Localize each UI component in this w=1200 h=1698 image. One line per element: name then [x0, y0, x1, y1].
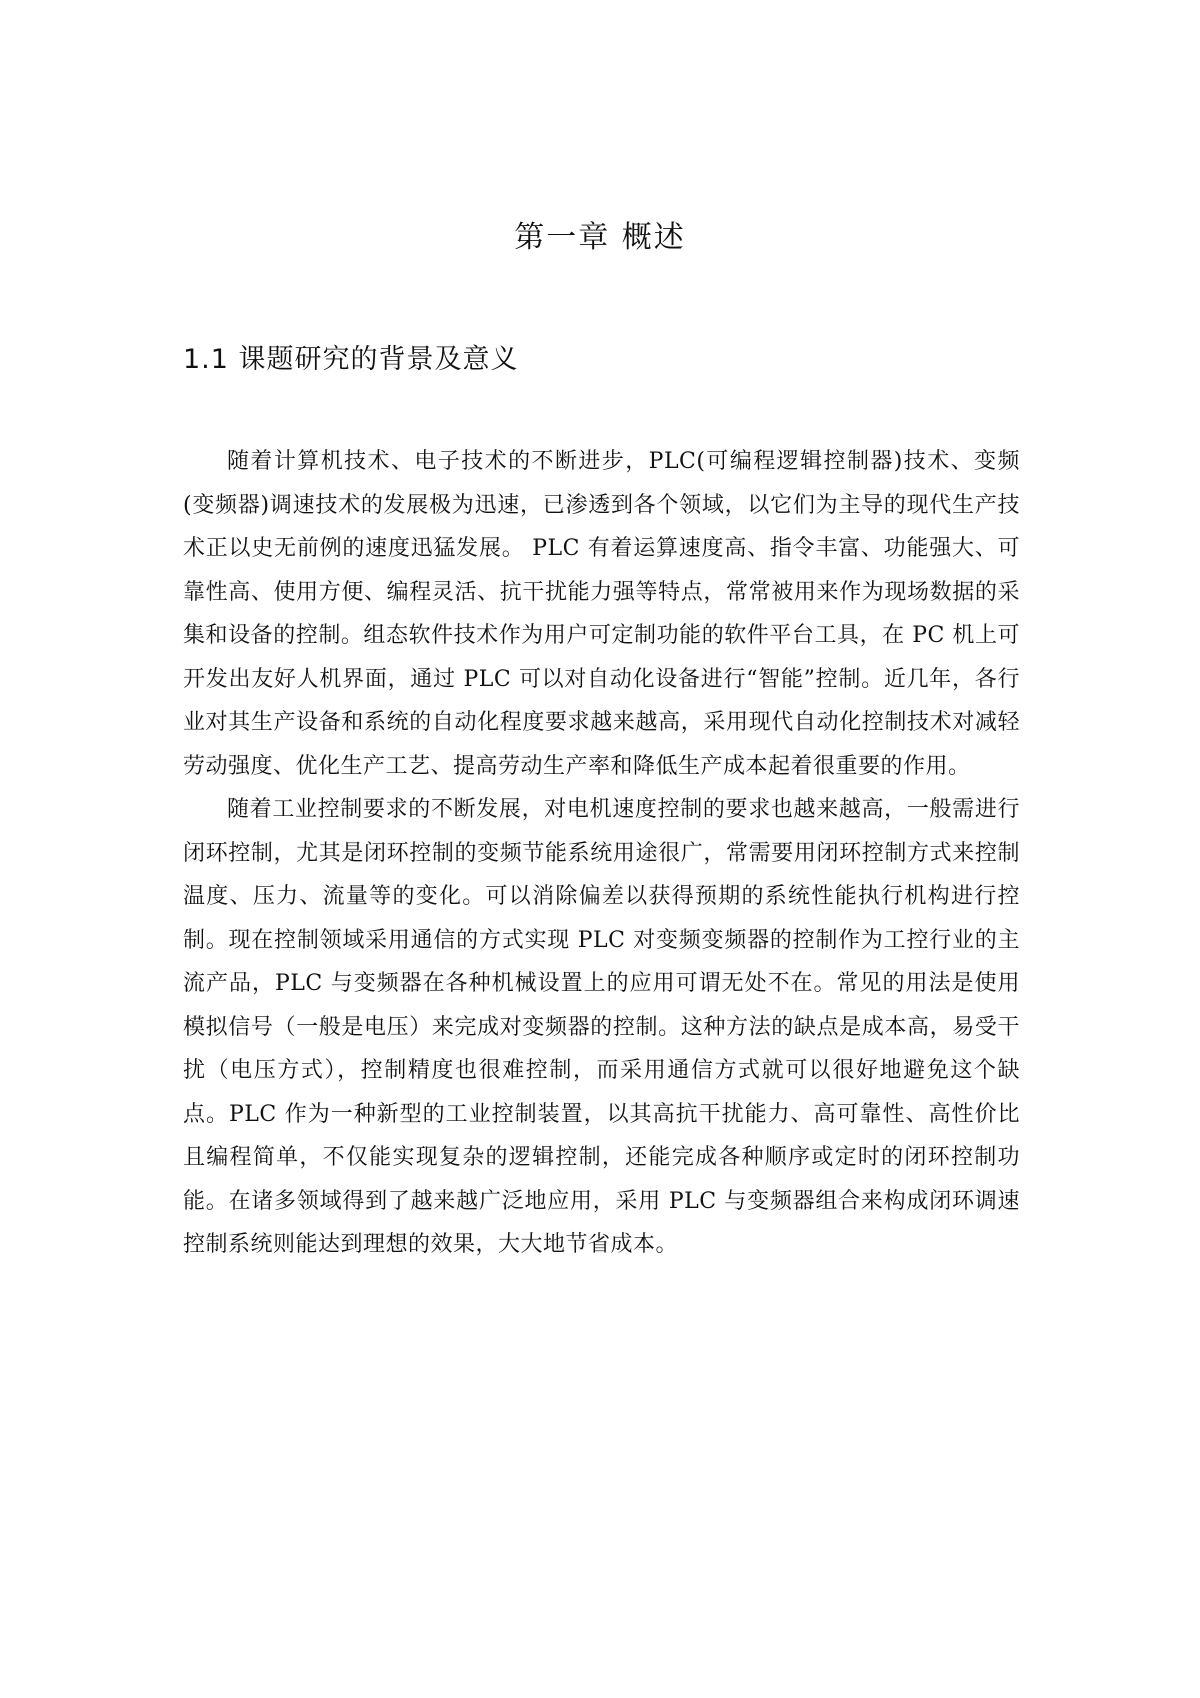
- body-text: [183, 440, 1020, 1267]
- paragraph: 随着工业控制要求的不断发展，对电机速度控制的要求也越来越高，一般需进行闭环控制，尤其是闭环控制的变频节能系统用途很广，常需要用闭环控制方式来控制温度、压力、流量等的变化。可以消除偏差以获得预期的系统性能执行机构进行控制。现在控制领域采用通信的方式实现 PLC 对变频变频器的控制作为工控行业的主流产品，PLC 与变频器在各种机械设置上的应用可谓无处不在。常见的用法是使用模拟信号（一般是电压）来完成对变频器的控制。这种方法的缺点是成本高，易受干扰（电压方式），控制精度也很难控制，而采用通信方式就可以很好地避免这个缺点。PLC 作为一种新型的工业控制装置，以其高抗干扰能力、高可靠性、高性价比且编程简单，不仅能实现复杂的逻辑控制，还能完成各种顺序或定时的闭环控制功能。在诸多领域得到了越来越广泛地应用，采用 PLC 与变频器组合来构成闭环调速控制系统则能达到理想的效果，大大地节省成本。: [183, 797, 1020, 1257]
- paragraph: 随着计算机技术、电子技术的不断进步，PLC(可编程逻辑控制器)技术、变频(变频器)调速技术的发展极为迅速，已渗透到各个领域，以它们为主导的现代生产技术正以史无前例的速度迅猛发展。 PLC 有着运算速度高、指令丰富、功能强大、可靠性高、使用方便、编程灵活、抗干扰能力强等特点，常常被用来作为现场数据的采集和设备的控制。组态软件技术作为用户可定制功能的软件平台工具，在 PC 机上可开发出友好人机界面，通过 PLC 可以对自动化设备进行“智能”控制。近几年，各行业对其生产设备和系统的自动化程度要求越来越高，采用现代自动化控制技术对减轻劳动强度、优化生产工艺、提高劳动生产率和降低生产成本起着很重要的作用。: [183, 449, 1020, 779]
- section-title: 1.1 课题研究的背景及意义: [183, 344, 519, 375]
- chapter-title: 第一章 概述: [514, 220, 686, 255]
